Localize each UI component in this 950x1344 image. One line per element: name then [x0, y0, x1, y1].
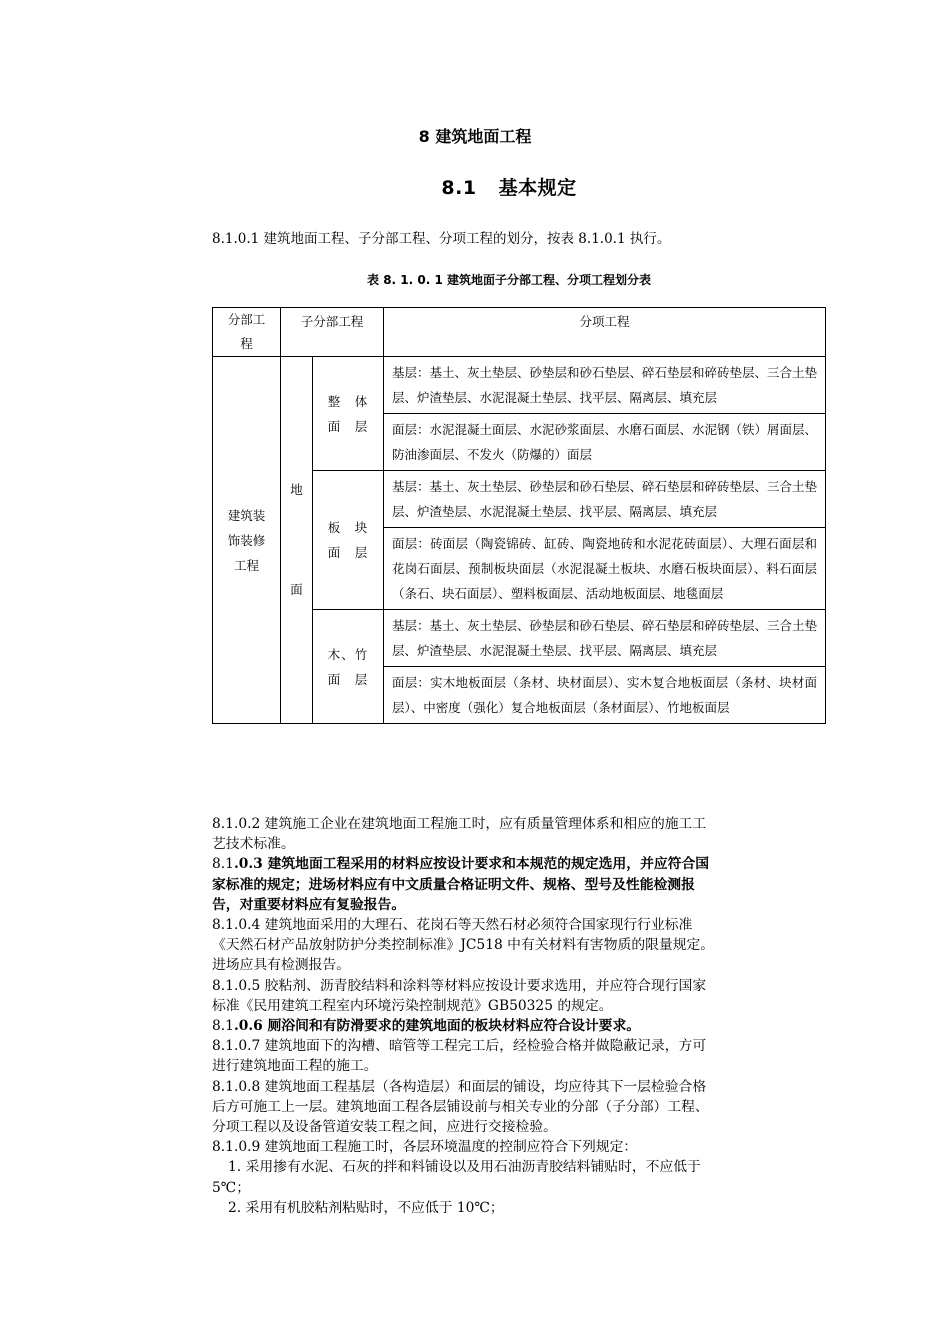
clause-8-1-0-9-item1-line1: 1. 采用掺有水泥、石灰的拌和料铺设以及用石油沥青胶结料铺贴时，不应低于	[228, 1159, 701, 1176]
subdept-integral	[313, 357, 384, 471]
section-heading	[0, 173, 950, 200]
clause-8-1-0-2-line1: 8.1.0.2 建筑施工企业在建筑地面工程施工时，应有质量管理体系和相应的施工工	[212, 816, 707, 832]
dept-line2: 饰装修	[227, 532, 266, 548]
clause-8-1-0-3-line3: 告，对重要材料应有复验报告。	[212, 896, 406, 913]
clause-8-1-0-8-line1: 8.1.0.8 建筑地面工程基层（各构造层）和面层的铺设，均应待其下一层检验合格	[212, 1078, 707, 1095]
header-subdept: 子分部工程	[281, 308, 384, 357]
ground-bottom: 面	[290, 582, 303, 597]
item-integral-base: 基层：基土、灰土垫层、砂垫层和砂石垫层、碎石垫层和碎砖垫层、三合土垫层、炉渣垫层、水泥混凝土垫层、找平层、隔离层、填充层	[384, 357, 826, 414]
header-dept-line2: 程	[240, 336, 253, 351]
clause-8-1-0-8-line2: 后方可施工上一层。建筑地面工程各层铺设前与相关专业的分部（子分部）工程、	[212, 1098, 709, 1115]
dept-line1: 建筑装	[227, 507, 266, 523]
clause-8-1-0-8-line3: 分项工程以及设备管道安装工程之间，应进行交接检验。	[212, 1119, 557, 1136]
table-row	[213, 357, 826, 414]
clauses-body	[212, 814, 812, 1218]
header-dept	[213, 308, 281, 357]
clause-8-1-0-6-prefix: 8.1	[212, 1018, 234, 1035]
subdept-wood	[313, 610, 384, 724]
clause-8-1-0-3-text: .0.3 建筑地面工程采用的材料应按设计要求和本规范的规定选用，并应符合国	[233, 856, 710, 873]
clause-8-1-0-5-line2: 标准《民用建筑工程室内环境污染控制规范》GB50325 的规定。	[212, 997, 613, 1014]
subdept-integral-line2: 面 层	[327, 418, 369, 434]
item-wood-surface: 面层：实木地板面层（条材、块材面层）、实木复合地板面层（条材、块材面层）、中密度（强化）复合地板面层（条材面层）、竹地板面层	[384, 667, 826, 724]
clause-8-1-0-7-line2: 进行建筑地面工程的施工。	[212, 1058, 378, 1075]
ground-top: 地	[290, 482, 303, 497]
clause-8-1-0-5-line1: 8.1.0.5 胶粘剂、沥青胶结料和涂料等材料应按设计要求选用，并应符合现行国家	[212, 977, 707, 994]
clause-8-1-0-9-item2-line1: 2. 采用有机胶粘剂粘贴时，不应低于 10℃；	[228, 1199, 504, 1216]
clause-8-1-0-2-line2: 艺技术标准。	[212, 836, 295, 853]
dept-line3: 工程	[233, 557, 259, 573]
clause-8-1-0-3-line2: 家标准的规定；进场材料应有中文质量合格证明文件、规格、型号及性能检测报	[212, 876, 695, 893]
clause-8-1-0-3-line1	[212, 854, 812, 874]
item-integral-surface: 面层：水泥混凝土面层、水泥砂浆面层、水磨石面层、水泥钢（铁）屑面层、防油渗面层、不发火（防爆的）面层	[384, 414, 826, 471]
table-header-row	[213, 308, 826, 357]
subdept-block	[313, 471, 384, 610]
clause-8-1-0-1: 8.1.0.1 建筑地面工程、子分部工程、分项工程的划分，按表 8.1.0.1 执行。	[212, 231, 671, 247]
clause-8-1-0-3-prefix: 8.1	[212, 856, 234, 873]
ground-cell	[281, 357, 313, 724]
subdept-wood-line2: 面 层	[327, 671, 369, 687]
chapter-heading: 8 建筑地面工程	[418, 127, 532, 146]
item-block-surface: 面层：砖面层（陶瓷锦砖、缸砖、陶瓷地砖和水泥花砖面层）、大理石面层和花岗石面层、预制板块面层（水泥混凝土板块、水磨石板块面层）、料石面层（条石、块石面层）、塑料板面层、活动地板面层、地毯面层	[384, 528, 826, 610]
clause-8-1-0-7-line1: 8.1.0.7 建筑地面下的沟槽、暗管等工程完工后，经检验合格并做隐蔽记录，方可	[212, 1038, 707, 1055]
table-caption: 表 8. 1. 0. 1 建筑地面子分部工程、分项工程划分表	[367, 273, 651, 287]
subdept-block-line1: 板 块	[327, 520, 369, 535]
clause-8-1-0-6-line1	[212, 1016, 812, 1036]
dept-cell	[213, 357, 281, 724]
subdept-integral-line1: 整 体	[327, 393, 369, 409]
clause-8-1-0-9-line1: 8.1.0.9 建筑地面工程施工时，各层环境温度的控制应符合下列规定：	[212, 1139, 638, 1156]
item-block-base: 基层：基土、灰土垫层、砂垫层和砂石垫层、碎石垫层和碎砖垫层、三合土垫层、炉渣垫层、水泥混凝土垫层、找平层、隔离层、填充层	[384, 471, 826, 528]
section-title: 基本规定	[498, 177, 577, 199]
section-number: 8.1	[441, 177, 477, 199]
clause-8-1-0-6-text: .0.6 厕浴间和有防滑要求的建筑地面的板块材料应符合设计要求。	[233, 1018, 641, 1035]
subdept-wood-line1: 木、竹	[327, 646, 369, 662]
item-wood-base: 基层：基土、灰土垫层、砂垫层和砂石垫层、碎石垫层和碎砖垫层、三合土垫层、炉渣垫层、水泥混凝土垫层、找平层、隔离层、填充层	[384, 610, 826, 667]
subdept-block-line2: 面 层	[327, 545, 369, 560]
clause-8-1-0-4-line2: 《天然石材产品放射防护分类控制标准》JC518 中有关材料有害物质的限量规定。	[212, 937, 715, 954]
header-dept-line1: 分部工	[227, 312, 266, 327]
clause-8-1-0-4-line1: 8.1.0.4 建筑地面采用的大理石、花岗石等天然石材必须符合国家现行行业标准	[212, 917, 693, 934]
clause-8-1-0-4-line3: 进场应具有检测报告。	[212, 957, 350, 974]
header-items: 分项工程	[384, 308, 826, 357]
division-table	[212, 307, 826, 724]
clause-8-1-0-9-item1-line2: 5℃；	[212, 1179, 251, 1196]
